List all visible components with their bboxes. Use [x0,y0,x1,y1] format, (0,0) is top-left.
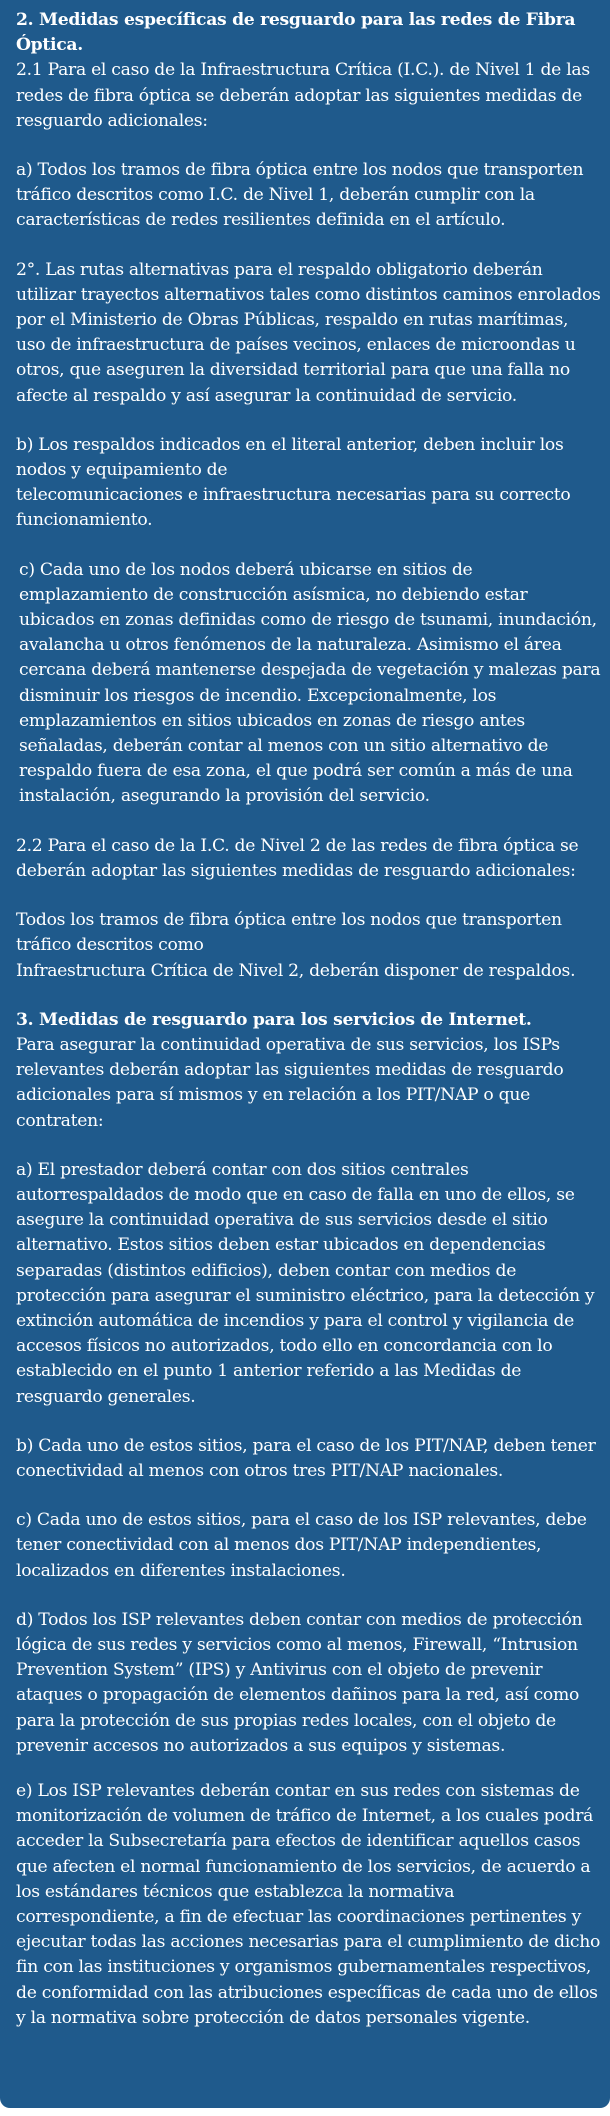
section-3-item-c: c) Cada uno de estos sitios, para el caso de los ISP relevantes, debe tener conectividad con al menos dos PIT/NAP independientes, localizados en diferentes instalaciones. [16,1510,587,1581]
section-3-item-d: d) Todos los ISP relevantes deben contar con medios de protección lógica de sus redes y servicios como al menos, Firewall, “Intrusion Prevention System” (IPS) y Antivirus con el objeto de prevenir ataques o propagación de elementos dañinos para la red, así como para la protección de sus propias redes locales, con el objeto de prevenir accesos no autorizados a sus equipos y sistemas. [16,1609,583,1756]
section-2-1-intro: 2.1 Para el caso de la Infraestructura Crítica (I.C.). de Nivel 1 de las redes de fibra óptica se deberán adoptar las siguientes medidas de resguardo adicionales: [16,60,590,131]
section-2-1-item-b [16,433,602,534]
section-2-2-line-2: Infraestructura Crítica de Nivel 2, deberán disponer de respaldos. [16,960,576,981]
section-2-1-item-c: c) Cada uno de los nodos deberá ubicarse en sitios de emplazamiento de construcción asísmica, no debiendo estar ubicados en zonas definidas como de riesgo de tsunami, inundación, avalancha u otros fenómenos de la naturaleza. Asimismo el área cercana deberá mantenerse despejada de vegetación y malezas para disminuir los riesgos de incendio. Excepcionalmente, los emplazamientos en sitios ubicados en zonas de riesgo antes señaladas, deberán contar al menos con un sitio alternativo de respaldo fuera de esa zona, el que podrá ser común a más de una instalación, asegurando la provisión del servicio. [19,559,601,807]
section-2-2-line-1: Todos los tramos de fibra óptica entre los nodos que transporten tráfico descritos como [16,910,562,956]
section-3-item-b: b) Cada uno de estos sitios, para el caso de los PIT/NAP, deben tener conectividad al menos con otros tres PIT/NAP nacionales. [16,1435,596,1481]
section-2-2-text [16,908,602,984]
section-2-1-item-b-line-2: telecomunicaciones e infraestructura necesarias para su correcto funcionamiento. [16,485,571,531]
section-2-1-item-a: a) Todos los tramos de fibra óptica entre los nodos que transporten tráfico descritos como I.C. de Nivel 1, deberán cumplir con la características de redes resilientes definida en el artículo. [16,160,584,231]
section-2-block [16,8,602,134]
section-3-block [16,1008,602,1134]
section-2-heading: 2. Medidas específicas de resguardo para las redes de Fibra Óptica. [16,10,576,56]
section-3-intro: Para asegurar la continuidad operativa de sus servicios, los ISPs relevantes deberán adoptar las siguientes medidas de resguardo adicionales para sí mismos y en relación a los PIT/NAP o que contraten: [16,1034,564,1131]
section-2-1-item-b-line-1: b) Los respaldos indicados en el literal anterior, deben incluir los nodos y equipamiento de [16,434,564,481]
section-2-1-item-2: 2°. Las rutas alternativas para el respaldo obligatorio deberán utilizar trayectos alternativos tales como distintos caminos enrolados por el Ministerio de Obras Públicas, respaldo en rutas marítimas, uso de infraestructura de países vecinos, enlaces de microondas u otros, que aseguren la diversidad territorial para que una falla no afecte al respaldo y así asegurar la continuidad de servicio. [16,259,601,406]
section-3-item-e: e) Los ISP relevantes deberán contar en sus redes con sistemas de monitorización de volumen de tráfico de Internet, a los cuales podrá acceder la Subsecretaría para efectos de identificar aquellos casos que afecten el normal funcionamiento de los servicios, de acuerdo a los estándares técnicos que establezca la normativa correspondiente, a fin de efectuar las coordinaciones pertinentes y ejecutar todas las acciones necesarias para el cumplimiento de dicho fin con las instituciones y organismos gubernamentales respectivos, de conformidad con las atribuciones específicas de cada uno de ellos y la normativa sobre protección de datos personales vigente. [16,1780,601,2028]
section-2-2-intro: 2.2 Para el caso de la I.C. de Nivel 2 de las redes de fibra óptica se deberán adoptar las siguientes medidas de resguardo adicionales: [16,835,579,881]
section-3-heading: 3. Medidas de resguardo para los servicios de Internet. [16,1009,532,1030]
section-3-item-a: a) El prestador deberá contar con dos sitios centrales autorrespaldados de modo que en caso de falla en uno de ellos, se asegure la continuidad operativa de sus servicios desde el sitio alternativo. Estos sitios deben estar ubicados en dependencias separadas (distintos edificios), deben contar con medios de protección para asegurar el suministro eléctrico, para la detección y extinción automática de incendios y para el control y vigilancia de accesos físicos no autorizados, todo ello en concordancia con lo establecido en el punto 1 anterior referido a las Medidas de resguardo generales. [16,1159,595,1407]
